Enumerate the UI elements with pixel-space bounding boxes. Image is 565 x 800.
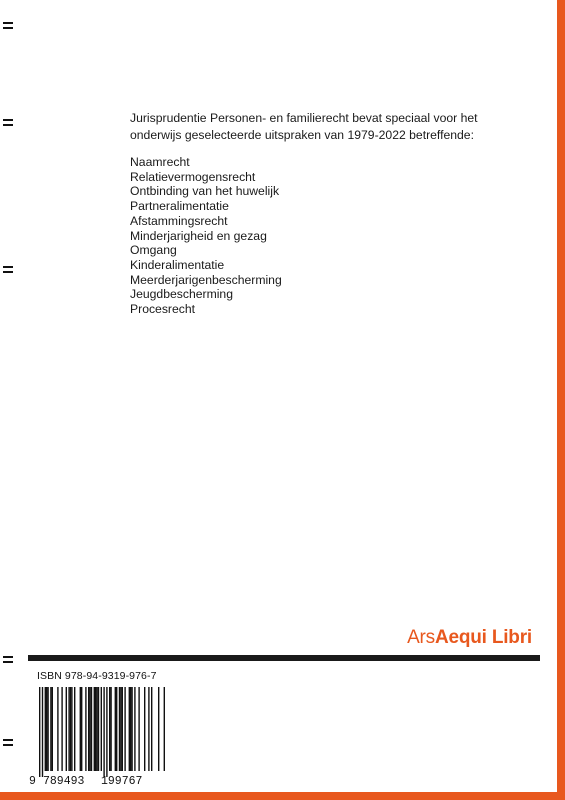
barcode-bar — [88, 687, 89, 771]
barcode-bar — [66, 687, 67, 771]
barcode-bar — [144, 687, 145, 771]
barcode-left-digits: 789493 — [43, 775, 85, 788]
barcode-bar — [101, 687, 102, 771]
topic-item: Jeugdbescherming — [130, 287, 233, 302]
barcode-bar — [130, 687, 131, 771]
barcode-bar — [98, 687, 99, 771]
barcode-bar — [103, 687, 104, 777]
barcode-bar — [89, 687, 90, 771]
barcode-bar — [68, 687, 69, 771]
topic-item: Procesrecht — [130, 302, 196, 317]
barcode-bar — [138, 687, 139, 771]
barcode-icon — [29, 687, 167, 779]
topic-item: Meerderjarigenbescherming — [130, 272, 282, 287]
barcode-bar — [50, 687, 51, 771]
barcode-bar — [52, 687, 53, 771]
topic-list — [130, 155, 282, 317]
crop-mark — [3, 119, 13, 126]
barcode-lead-digit: 9 — [29, 775, 36, 788]
barcode-bar — [95, 687, 96, 771]
barcode-bar — [47, 687, 48, 771]
barcode-bar — [119, 687, 120, 771]
barcode-bar — [106, 687, 107, 777]
barcode-bar — [80, 687, 81, 771]
barcode-right-digits: 199767 — [101, 775, 143, 788]
intro-text: Jurisprudentie Personen- en familierecht bevat speciaal voor het onderwijs geselecteerde uitspraken van 1979-2022 betreffende: — [130, 111, 478, 142]
barcode-bar — [151, 687, 152, 771]
topic-item: Afstammingsrecht — [130, 213, 228, 228]
barcode-bar — [71, 687, 72, 771]
topic-item: Minderjarigheid en gezag — [130, 228, 267, 243]
isbn-barcode-block — [29, 667, 167, 791]
divider-rule — [28, 655, 540, 661]
topic-item: Relatievermogensrecht — [130, 169, 256, 184]
crop-mark — [3, 22, 13, 29]
barcode-bar — [45, 687, 46, 771]
topic-item: Omgang — [130, 243, 177, 258]
barcode-bar — [81, 687, 82, 771]
topic-item: Naamrecht — [130, 155, 190, 169]
publisher-logo-name: Aequi Libri — [434, 627, 532, 648]
publisher-logo — [407, 627, 532, 649]
topic-item: Kinderalimentatie — [130, 257, 225, 272]
barcode-bar — [164, 687, 165, 771]
isbn-label: ISBN 978-94-9319-976-7 — [37, 670, 157, 682]
barcode-bar — [46, 687, 47, 771]
crop-mark — [3, 266, 13, 273]
barcode-bar — [70, 687, 71, 771]
barcode-bar — [42, 687, 43, 777]
barcode-bar — [129, 687, 130, 771]
barcode-bar — [124, 687, 125, 771]
barcode-bar — [110, 687, 111, 771]
topic-item: Partneralimentatie — [130, 199, 229, 214]
barcode-bar — [148, 687, 149, 771]
barcode-bar — [122, 687, 123, 771]
crop-mark — [3, 739, 13, 746]
barcode-bar — [39, 687, 40, 777]
topic-item: Ontbinding van het huwelijk — [130, 184, 280, 199]
barcode-bar — [116, 687, 117, 771]
barcode-bar — [131, 687, 132, 771]
publisher-logo-ars: Ars — [407, 627, 435, 648]
barcode-bar — [158, 687, 159, 771]
barcode-bar — [94, 687, 95, 771]
barcode-bar — [96, 687, 97, 771]
barcode-bar — [115, 687, 116, 771]
barcode-bar — [134, 687, 135, 771]
crop-mark — [3, 656, 13, 663]
barcode-bar — [120, 687, 121, 771]
barcode-bar — [61, 687, 62, 771]
barcode-bar — [85, 687, 86, 771]
barcode-bar — [57, 687, 58, 771]
barcode-bar — [91, 687, 92, 771]
barcode-bar — [109, 687, 110, 771]
barcode-bar — [74, 687, 75, 771]
